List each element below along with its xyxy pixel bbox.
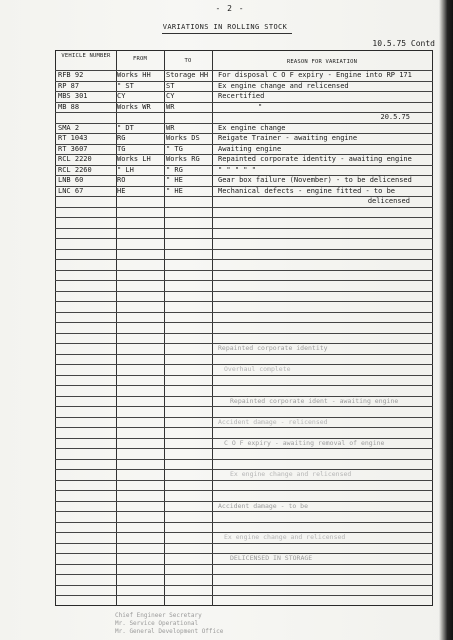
row-rule	[55, 270, 433, 271]
table-cell-reason: 20.5.75	[380, 113, 410, 121]
table-cell-from: Works WR	[117, 103, 151, 111]
row-rule	[55, 280, 433, 281]
row-rule	[55, 490, 433, 491]
table-cell-from: RG	[117, 134, 126, 142]
row-rule	[55, 322, 433, 323]
table-cell-reason: Ex engine change	[218, 124, 286, 132]
bleed-through-line: Repainted corporate identity	[218, 344, 328, 352]
row-rule	[55, 480, 433, 481]
row-rule	[55, 228, 433, 229]
row-rule	[55, 459, 433, 460]
row-rule	[55, 543, 433, 544]
row-rule	[55, 427, 433, 428]
table-cell-vehicle: RP 87	[58, 82, 80, 90]
footer-line: Mr. General Development Office	[115, 628, 224, 635]
table-cell-from: HE	[117, 187, 126, 195]
table-cell-vehicle: RT 3607	[58, 145, 88, 153]
row-rule	[55, 585, 433, 586]
bleed-through-line: Ex engine change and relicensed	[224, 533, 346, 541]
table-cell-reason: Gear box failure (November) - to be delicensed	[218, 176, 412, 184]
row-rule	[55, 207, 433, 208]
table-cell-vehicle: MB 88	[58, 103, 80, 111]
page-number: - 2 -	[215, 4, 245, 13]
header-date: 10.5.75 Contd	[372, 39, 435, 48]
table-cell-vehicle: LNC 67	[58, 187, 84, 195]
table-cell-reason: Awaiting engine	[218, 145, 282, 153]
title-underline	[162, 33, 292, 34]
table-cell-to: " TG	[166, 145, 183, 153]
footer-line: Chief Engineer Secretary	[115, 612, 202, 619]
row-rule	[55, 564, 433, 565]
table-cell-reason: Ex engine change and relicensed	[218, 82, 349, 90]
row-rule	[55, 301, 433, 302]
table-cell-to: CY	[166, 92, 175, 100]
table-cell-to: WR	[166, 103, 175, 111]
bleed-through-line: Repainted corporate ident - awaiting engine	[230, 397, 399, 405]
row-rule	[55, 406, 433, 407]
bleed-through-line: Accident damage - to be	[218, 502, 309, 510]
table-cell-reason: "	[258, 103, 263, 111]
row-rule	[55, 259, 433, 260]
row-rule	[55, 385, 433, 386]
bleed-through-line: Accident damage - relicensed	[218, 418, 328, 426]
row-rule	[55, 217, 433, 218]
table-cell-from: " ST	[117, 82, 134, 90]
table-cell-from: Works LH	[117, 155, 151, 163]
row-rule	[55, 312, 433, 313]
table-cell-reason: Recertified	[218, 92, 265, 100]
table-cell-reason: For disposal C O F expiry - Engine into RP 171	[218, 71, 412, 79]
table-cell-reason: delicensed	[367, 197, 410, 205]
table-cell-vehicle: RFB 92	[58, 71, 84, 79]
row-rule	[55, 595, 433, 596]
table-cell-reason: " " " " "	[218, 166, 256, 174]
row-rule	[55, 522, 433, 523]
table-cell-to: " HE	[166, 187, 183, 195]
table-cell-to: Storage HH	[166, 71, 209, 79]
column-header-reason: REASON FOR VARIATION	[286, 59, 358, 65]
table-cell-from: CY	[117, 92, 126, 100]
row-rule	[55, 291, 433, 292]
row-rule	[55, 333, 433, 334]
bleed-through-line: Ex engine change and relicensed	[230, 470, 352, 478]
row-rule	[55, 354, 433, 355]
column-header-to: TO	[184, 58, 192, 64]
table-cell-from: Works HH	[117, 71, 151, 79]
table-cell-from: TG	[117, 145, 126, 153]
table-cell-to: WR	[166, 124, 175, 132]
row-rule	[55, 574, 433, 575]
column-header-vehicle: VEHICLE NUMBER	[61, 53, 111, 59]
table-cell-reason: Mechanical defects - engine fitted - to be	[218, 187, 396, 195]
table-cell-to: ST	[166, 82, 175, 90]
bleed-through-line: DELICENSED IN STORAGE	[230, 554, 313, 562]
row-rule	[55, 238, 433, 239]
table-cell-vehicle: RCL 2260	[58, 166, 92, 174]
table-cell-vehicle: MBS 301	[58, 92, 88, 100]
table-cell-vehicle: SMA 2	[58, 124, 80, 132]
row-rule	[55, 448, 433, 449]
column-header-from: FROM	[132, 56, 148, 62]
table-cell-vehicle: RCL 2220	[58, 155, 92, 163]
document-title: VARIATIONS IN ROLLING STOCK	[162, 23, 288, 31]
table-cell-reason: Reigate Trainer - awaiting engine	[218, 134, 358, 142]
table-cell-to: Works DS	[166, 134, 200, 142]
row-rule	[55, 511, 433, 512]
table-cell-to: " RG	[166, 166, 183, 174]
table-cell-reason: Repainted corporate identity - awaiting engine	[218, 155, 412, 163]
bleed-through-line: C O F expiry - awaiting removal of engine	[224, 439, 385, 447]
footer-line: Mr. Service Operational	[115, 620, 199, 627]
table-cell-vehicle: LNB 60	[58, 176, 84, 184]
row-rule	[55, 375, 433, 376]
table-cell-to: " HE	[166, 176, 183, 184]
table-cell-from: RO	[117, 176, 126, 184]
table-cell-vehicle: RT 1043	[58, 134, 88, 142]
bleed-through-line: Overhaul complete	[224, 365, 291, 373]
scan-edge	[439, 0, 453, 640]
table-cell-from: " DT	[117, 124, 134, 132]
table-cell-from: " LH	[117, 166, 134, 174]
row-rule	[55, 249, 433, 250]
table-cell-to: Works RG	[166, 155, 200, 163]
